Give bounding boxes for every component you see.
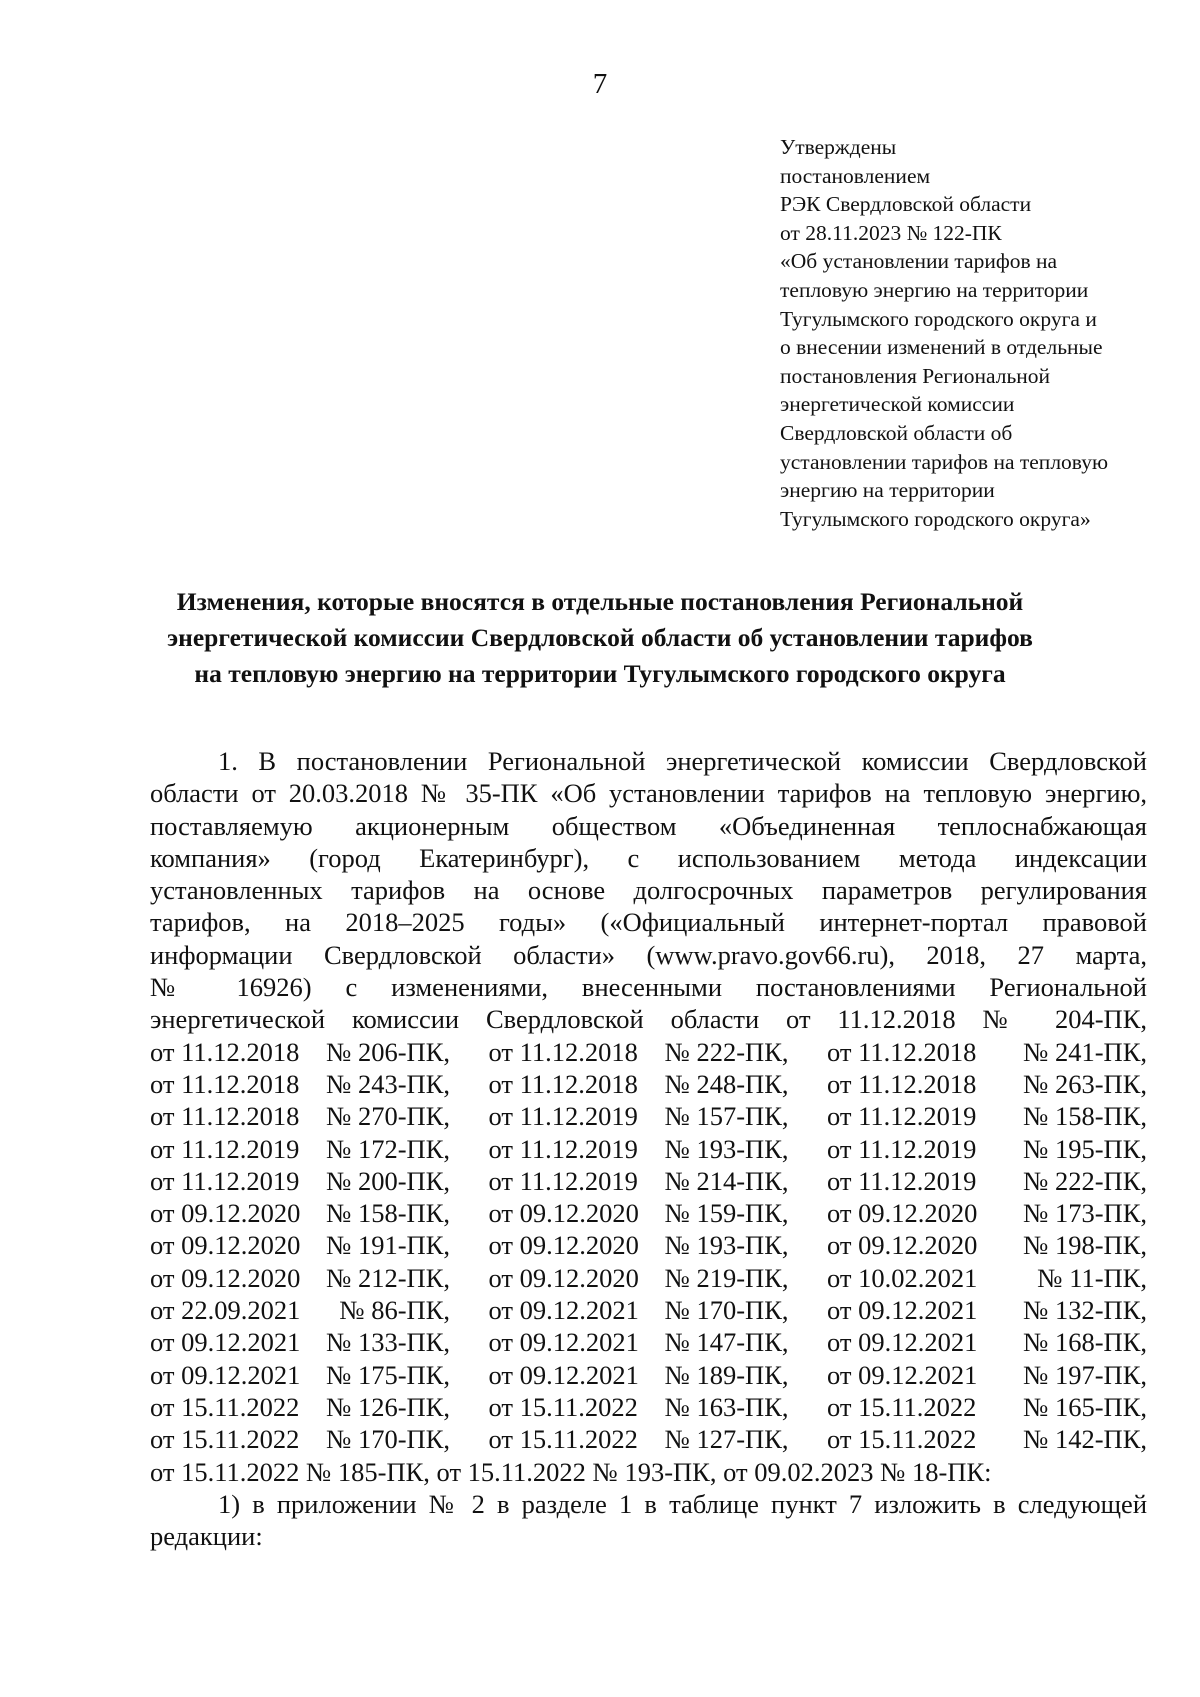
- reference-item: [827, 1359, 1147, 1391]
- reference-number: № 142-ПК,: [1023, 1424, 1147, 1455]
- reference-date: от 09.12.2021: [150, 1359, 301, 1390]
- approval-line: энергию на территории: [780, 478, 995, 503]
- reference-item: [827, 1100, 1147, 1132]
- reference-item: [827, 1294, 1147, 1326]
- approval-line: о внесении изменений в отдельные: [780, 335, 1103, 360]
- reference-item: [489, 1100, 789, 1132]
- reference-number: № 133-ПК,: [326, 1327, 450, 1358]
- approval-line: Утверждены: [780, 135, 897, 159]
- reference-item: [489, 1391, 789, 1423]
- approval-line: Тугулымского городского округа и: [780, 306, 1097, 331]
- reference-number: № 132-ПК,: [1023, 1295, 1147, 1326]
- approval-line: установлении тарифов на тепловую: [780, 449, 1109, 474]
- reference-number: № 157-ПК,: [664, 1101, 789, 1132]
- reference-number: № 172-ПК,: [326, 1133, 450, 1164]
- reference-number: № 248-ПК,: [664, 1068, 789, 1099]
- reference-list: [150, 1036, 1147, 1456]
- reference-item: [489, 1326, 789, 1358]
- paragraph-line: поставляемую акционерным обществом «Объединенная теплоснабжающая: [150, 810, 1147, 841]
- approval-line: постановления Региональной: [780, 363, 1051, 388]
- reference-item: [489, 1423, 789, 1455]
- paragraph-line: 1) в приложении № 2 в разделе 1 в таблице пункт 7 изложить в следующей: [218, 1488, 1147, 1519]
- reference-number: № 263-ПК,: [1023, 1068, 1147, 1099]
- reference-item: [150, 1391, 450, 1423]
- reference-item: [489, 1197, 789, 1229]
- paragraph-line: энергетической комиссии Свердловской области от 11.12.2018 № 204-ПК,: [150, 1004, 1147, 1035]
- reference-number: № 193-ПК,: [664, 1133, 789, 1164]
- reference-number: № 212-ПК,: [326, 1262, 450, 1293]
- reference-date: от 11.12.2018: [827, 1036, 977, 1067]
- reference-item: [150, 1294, 450, 1326]
- reference-row: [150, 1229, 1147, 1261]
- approval-line: тепловую энергию на территории: [780, 277, 1089, 302]
- page-number: 7: [592, 68, 608, 100]
- reference-number: № 270-ПК,: [326, 1101, 450, 1132]
- reference-date: от 11.12.2018: [150, 1101, 300, 1132]
- reference-date: от 15.11.2022: [827, 1424, 977, 1455]
- approval-line: от 28.11.2023 № 122-ПК: [780, 220, 1002, 245]
- document-title: [100, 584, 1100, 692]
- reference-item: [150, 1359, 450, 1391]
- approval-line: энергетической комиссии: [780, 392, 1015, 417]
- reference-number: № 170-ПК,: [326, 1424, 450, 1455]
- reference-row: [150, 1326, 1147, 1358]
- reference-date: от 09.12.2021: [827, 1295, 978, 1326]
- reference-row: [150, 1133, 1147, 1165]
- reference-row: [150, 1391, 1147, 1423]
- reference-date: от 09.12.2020: [488, 1198, 639, 1229]
- reference-date: от 09.12.2020: [827, 1230, 978, 1261]
- reference-number: № 243-ПК,: [326, 1068, 450, 1099]
- reference-number: № 189-ПК,: [664, 1359, 789, 1390]
- reference-date: от 15.11.2022: [488, 1391, 638, 1422]
- reference-item: [827, 1165, 1147, 1197]
- reference-row: [150, 1036, 1147, 1068]
- reference-date: от 15.11.2022: [827, 1391, 977, 1422]
- reference-item: [489, 1133, 789, 1165]
- reference-date: от 09.12.2020: [488, 1262, 639, 1293]
- reference-item: [150, 1423, 450, 1455]
- title-line: Изменения, которые вносятся в отдельные постановления Региональной: [176, 587, 1024, 616]
- reference-number: № 158-ПК,: [1023, 1101, 1147, 1132]
- reference-date: от 11.12.2019: [827, 1101, 977, 1132]
- paragraph-line: информации Свердловской области» (www.pravo.gov66.ru), 2018, 27 марта,: [150, 939, 1147, 970]
- reference-date: от 11.12.2019: [827, 1165, 977, 1196]
- reference-item: [150, 1036, 450, 1068]
- approval-line: Тугулымского городского округа»: [780, 506, 1091, 531]
- reference-date: от 15.11.2022: [150, 1424, 300, 1455]
- reference-item: [827, 1197, 1147, 1229]
- reference-item: [489, 1359, 789, 1391]
- reference-date: от 10.02.2021: [827, 1262, 978, 1293]
- reference-number: № 11-ПК,: [1037, 1262, 1147, 1293]
- reference-number: № 127-ПК,: [664, 1424, 789, 1455]
- approval-line: РЭК Свердловской области: [780, 192, 1032, 217]
- paragraph-line: редакции:: [150, 1521, 263, 1552]
- paragraph-line: № 16926) с изменениями, внесенными постановлениями Региональной: [150, 972, 1147, 1003]
- reference-item: [150, 1229, 450, 1261]
- reference-item: [150, 1326, 450, 1358]
- reference-row: [150, 1165, 1147, 1197]
- reference-number: № 222-ПК,: [664, 1036, 789, 1067]
- reference-item: [150, 1197, 450, 1229]
- reference-number: № 219-ПК,: [664, 1262, 789, 1293]
- reference-item: [827, 1068, 1147, 1100]
- reference-row: [150, 1359, 1147, 1391]
- reference-date: от 11.12.2018: [150, 1068, 300, 1099]
- reference-item: [150, 1068, 450, 1100]
- reference-item: [827, 1423, 1147, 1455]
- approval-line: постановлением: [780, 163, 931, 188]
- reference-item: [827, 1036, 1147, 1068]
- reference-number: № 159-ПК,: [664, 1198, 789, 1229]
- reference-number: № 147-ПК,: [664, 1327, 789, 1358]
- reference-date: от 09.12.2020: [827, 1198, 978, 1229]
- reference-date: от 11.12.2018: [488, 1036, 638, 1067]
- reference-item: [150, 1262, 450, 1294]
- reference-date: от 11.12.2019: [488, 1101, 638, 1132]
- reference-item: [827, 1262, 1147, 1294]
- approval-line: «Об установлении тарифов на: [780, 249, 1058, 274]
- approval-line: Свердловской области об: [780, 420, 1013, 445]
- reference-item: [489, 1068, 789, 1100]
- reference-number: № 173-ПК,: [1023, 1198, 1147, 1229]
- reference-number: № 197-ПК,: [1023, 1359, 1147, 1390]
- reference-date: от 15.11.2022: [488, 1424, 638, 1455]
- reference-date: от 11.12.2019: [150, 1133, 300, 1164]
- reference-row: [150, 1262, 1147, 1294]
- reference-number: № 214-ПК,: [664, 1165, 789, 1196]
- reference-date: от 09.12.2021: [150, 1327, 301, 1358]
- reference-item: [827, 1229, 1147, 1261]
- paragraph-line: 1. В постановлении Региональной энергетической комиссии Свердловской: [218, 746, 1147, 776]
- reference-number: № 175-ПК,: [326, 1359, 450, 1390]
- reference-number: № 206-ПК,: [326, 1036, 450, 1067]
- paragraph-line: установленных тарифов на основе долгосрочных параметров регулирования: [150, 875, 1147, 906]
- reference-number: № 126-ПК,: [326, 1391, 450, 1422]
- reference-item: [489, 1229, 789, 1261]
- paragraph-line: области от 20.03.2018 № 35-ПК «Об установлении тарифов на тепловую энергию,: [150, 778, 1147, 809]
- reference-date: от 11.12.2019: [150, 1165, 300, 1196]
- reference-item: [489, 1294, 789, 1326]
- reference-item: [489, 1036, 789, 1068]
- reference-number: № 168-ПК,: [1023, 1327, 1147, 1358]
- reference-date: от 09.12.2020: [150, 1262, 301, 1293]
- reference-date: от 11.12.2019: [488, 1165, 638, 1196]
- reference-number: № 200-ПК,: [326, 1165, 450, 1196]
- reference-date: от 09.12.2021: [827, 1359, 978, 1390]
- reference-number: № 86-ПК,: [339, 1295, 450, 1326]
- reference-item: [150, 1165, 450, 1197]
- reference-date: от 09.12.2021: [488, 1327, 639, 1358]
- reference-date: от 09.12.2021: [488, 1359, 639, 1390]
- reference-number: № 193-ПК,: [664, 1230, 789, 1261]
- reference-number: № 158-ПК,: [326, 1198, 450, 1229]
- reference-date: от 11.12.2018: [150, 1036, 300, 1067]
- reference-number: № 170-ПК,: [664, 1295, 789, 1326]
- reference-number: № 198-ПК,: [1023, 1230, 1147, 1261]
- reference-number: № 165-ПК,: [1023, 1391, 1147, 1422]
- reference-number: № 241-ПК,: [1023, 1036, 1147, 1067]
- reference-date: от 11.12.2019: [488, 1133, 638, 1164]
- reference-date: от 09.12.2021: [488, 1295, 639, 1326]
- reference-item: [150, 1133, 450, 1165]
- reference-date: от 11.12.2019: [827, 1133, 977, 1164]
- reference-date: от 11.12.2018: [488, 1068, 638, 1099]
- reference-item: [827, 1133, 1147, 1165]
- reference-date: от 22.09.2021: [150, 1295, 301, 1326]
- reference-number: № 222-ПК,: [1023, 1165, 1147, 1196]
- reference-row: [150, 1100, 1147, 1132]
- reference-row: [150, 1197, 1147, 1229]
- reference-number: № 163-ПК,: [664, 1391, 789, 1422]
- document-body: [150, 745, 1147, 1552]
- reference-item: [827, 1391, 1147, 1423]
- reference-date: от 09.12.2020: [150, 1198, 301, 1229]
- reference-date: от 09.12.2021: [827, 1327, 978, 1358]
- title-line: энергетической комиссии Свердловской области об установлении тарифов: [167, 623, 1033, 652]
- approval-stamp: [780, 133, 1180, 533]
- reference-row: [150, 1068, 1147, 1100]
- title-line: на тепловую энергию на территории Тугулымского городского округа: [194, 659, 1006, 688]
- reference-item: [827, 1326, 1147, 1358]
- paragraph-1: [150, 745, 1147, 1488]
- subitem-1: [150, 1488, 1147, 1553]
- reference-item: [489, 1262, 789, 1294]
- reference-item: [150, 1100, 450, 1132]
- reference-row: [150, 1423, 1147, 1455]
- reference-item: [489, 1165, 789, 1197]
- paragraph-line: компания» (город Екатеринбург), с использованием метода индексации: [150, 842, 1147, 873]
- paragraph-line: тарифов, на 2018–2025 годы» («Официальный интернет-портал правовой: [150, 907, 1147, 938]
- reference-number: № 195-ПК,: [1023, 1133, 1147, 1164]
- reference-date: от 11.12.2018: [827, 1068, 977, 1099]
- reference-date: от 09.12.2020: [150, 1230, 301, 1261]
- reference-number: № 191-ПК,: [326, 1230, 450, 1261]
- reference-date: от 15.11.2022: [150, 1391, 300, 1422]
- reference-date: от 09.12.2020: [488, 1230, 639, 1261]
- reference-row: [150, 1294, 1147, 1326]
- paragraph-line: от 15.11.2022 № 185-ПК, от 15.11.2022 № 193-ПК, от 09.02.2023 № 18-ПК:: [150, 1456, 992, 1487]
